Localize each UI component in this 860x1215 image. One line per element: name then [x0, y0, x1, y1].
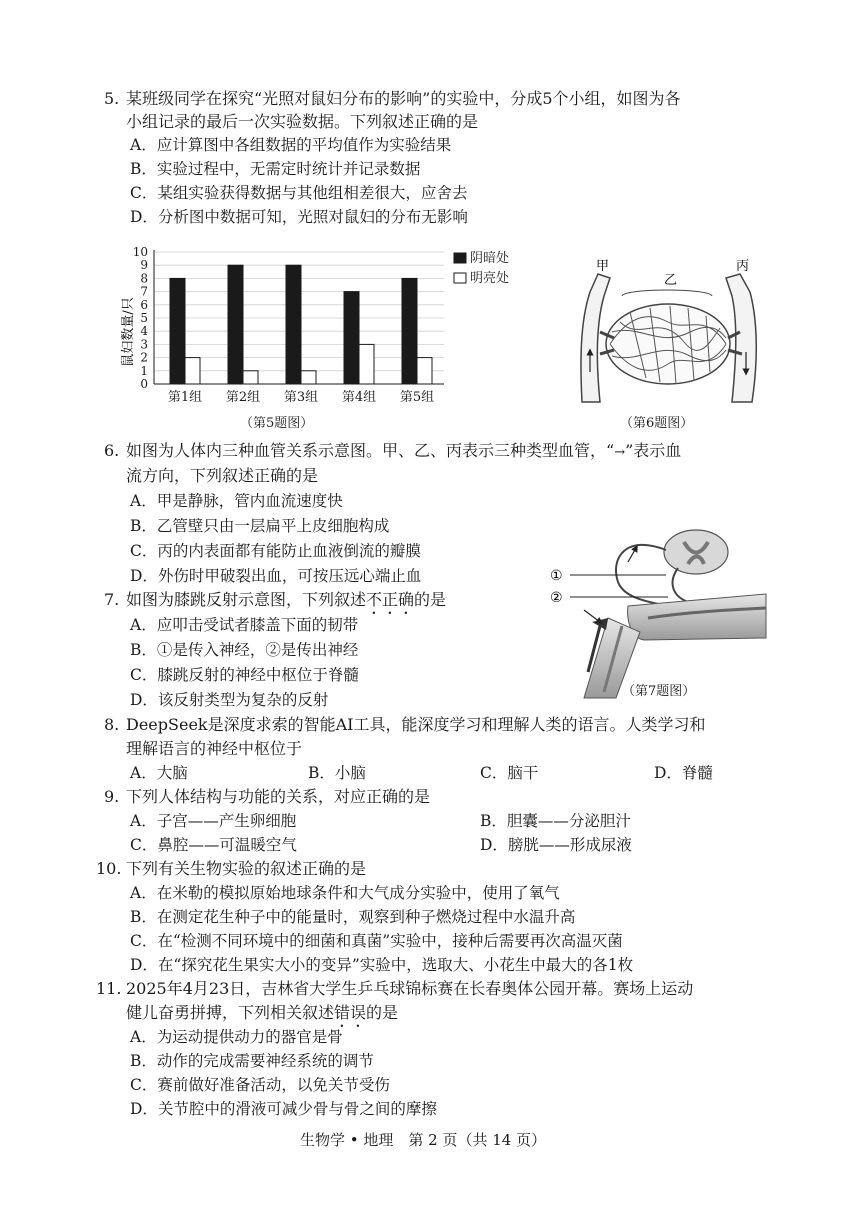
chart-y-tick-label: 9 — [140, 258, 148, 273]
question-8-stem-line-2: 理解语言的神经中枢位于 — [126, 739, 303, 758]
question-6-number: 6. — [104, 441, 120, 460]
q7-stem-part-1: 如图为膝跳反射示意图，下列叙述 — [126, 590, 367, 609]
chart-y-tick-label: 5 — [140, 311, 148, 325]
fig6-blood-vessel-diagram — [560, 252, 780, 412]
chart-y-tick-label: 10 — [132, 245, 148, 259]
fig7-label-1: ① — [550, 568, 563, 584]
q11-stem-part-2: 的是 — [366, 1003, 399, 1022]
capillary-network — [606, 304, 730, 384]
question-10-number: 10. — [96, 859, 122, 878]
chart-x-tick-label: 第4组 — [341, 390, 377, 405]
q11-stem-part-1: 健儿奋勇拼搏，下列相关叙述 — [126, 1003, 335, 1022]
question-11-option-b: B．动作的完成需要神经系统的调节 — [130, 1052, 374, 1070]
question-6-option-d: D．外伤时甲破裂出血，可按压远心端止血 — [130, 567, 422, 585]
chart-legend-swatch — [454, 253, 466, 263]
question-7-option-c: C．膝跳反射的神经中枢位于脊髓 — [130, 666, 359, 684]
flow-arrow-icon: → — [614, 445, 626, 460]
question-6-stem-line-1 — [126, 440, 681, 464]
chart-bar-light — [417, 358, 432, 384]
chart-bar-light — [359, 344, 374, 384]
question-9-option-b: B．胆囊——分泌胆汁 — [480, 812, 631, 830]
chart-y-tick-label: 6 — [140, 297, 148, 312]
q11-stem-emphasis: 错误 — [334, 1003, 367, 1022]
fig6-label-yi: 乙 — [664, 273, 678, 288]
question-8-option-d: D．脊髓 — [654, 764, 713, 782]
chart-legend-label: 阴暗处 — [470, 251, 510, 266]
question-10-option-d: D．在“探究花生果实大小的变异”实验中，选取大、小花生中最大的各1枚 — [130, 956, 634, 974]
question-11-option-a: A．为运动提供动力的器官是骨 — [130, 1028, 343, 1046]
chart-legend-label: 明亮处 — [470, 271, 510, 286]
question-9-stem: 下列人体结构与功能的关系，对应正确的是 — [126, 787, 431, 806]
chart-x-tick-label: 第3组 — [283, 390, 319, 405]
chart-y-axis-label: 鼠妇数量/只 — [121, 297, 136, 367]
question-8-stem-line-1: DeepSeek是深度求索的智能AI工具，能深度学习和理解人类的语言。人类学习和 — [126, 715, 706, 734]
chart-bar-dark — [228, 265, 243, 384]
chart-bar-dark — [344, 292, 359, 384]
q6-stem-part-2: ”表示血 — [625, 441, 682, 460]
chart-bar-dark — [170, 278, 185, 384]
chart-y-tick-label: 4 — [140, 324, 148, 339]
fig6-caption: （第6题图） — [620, 416, 694, 431]
fig7-knee-reflex-diagram — [548, 522, 768, 700]
question-10-stem: 下列有关生物实验的叙述正确的是 — [126, 859, 367, 878]
question-7-option-a: A．应叩击受试者膝盖下面的韧带 — [130, 616, 359, 634]
chart-bar-light — [243, 371, 258, 384]
question-9-option-d: D．膀胱——形成尿液 — [480, 836, 632, 854]
question-6-option-a: A．甲是静脉，管内血流速度快 — [130, 492, 343, 510]
question-8-option-b: B．小脑 — [308, 764, 366, 782]
question-11-option-d: D．关节腔中的滑液可减少骨与骨之间的摩擦 — [130, 1100, 437, 1118]
question-11-stem-line-1: 2025年4月23日，吉林省大学生乒乓球锦标赛在长春奥体公园开幕。赛场上运动 — [126, 979, 694, 998]
q7-stem-part-2: 的是 — [414, 590, 447, 609]
question-8-option-c: C．脑干 — [480, 764, 539, 782]
question-6-option-b: B．乙管壁只由一层扁平上皮细胞构成 — [130, 517, 390, 535]
question-10-option-c: C．在“检测不同环境中的细菌和真菌”实验中，接种后需要再次高温灭菌 — [130, 932, 623, 950]
chart-bar-light — [301, 371, 316, 384]
question-9-option-a: A．子宫——产生卵细胞 — [130, 812, 297, 830]
fig6-label-bing: 丙 — [736, 259, 750, 274]
question-11-option-c: C．赛前做好准备活动，以免关节受伤 — [130, 1076, 390, 1094]
question-8-option-a: A．大脑 — [130, 764, 188, 782]
question-10-option-b: B．在测定花生种子中的能量时，观察到种子燃烧过程中水温升高 — [130, 908, 576, 926]
fig5-caption: （第5题图） — [240, 416, 314, 431]
chart-y-tick-label: 3 — [140, 337, 148, 352]
question-5-option-d: D．分析图中数据可知，光照对鼠妇的分布无影响 — [130, 208, 468, 226]
page-footer: 生物学 • 地理 第 2 页（共 14 页） — [300, 1131, 547, 1149]
fig7-caption: （第7题图） — [622, 684, 696, 699]
chart-y-tick-label: 2 — [140, 350, 148, 365]
chart-y-tick-label: 8 — [140, 271, 148, 286]
question-5-number: 5. — [104, 89, 120, 108]
question-8-number: 8. — [104, 715, 120, 734]
question-5-option-c: C．某组实验获得数据与其他组相差很大，应舍去 — [130, 184, 468, 202]
question-7-option-b: B．①是传入神经，②是传出神经 — [130, 641, 359, 659]
chart-y-tick-label: 7 — [140, 284, 148, 299]
question-6-stem-line-2: 流方向，下列叙述正确的是 — [126, 466, 319, 485]
question-11-number: 11. — [96, 979, 122, 998]
question-7-number: 7. — [104, 590, 120, 609]
question-5-stem-line-2: 小组记录的最后一次实验数据。下列叙述正确的是 — [126, 112, 479, 131]
question-5-option-b: B．实验过程中，无需定时统计并记录数据 — [130, 160, 421, 178]
chart-y-tick-label: 1 — [140, 363, 148, 378]
chart-y-tick-label: 0 — [140, 377, 148, 391]
question-10-option-a: A．在米勒的模拟原始地球条件和大气成分实验中，使用了氧气 — [130, 884, 560, 902]
question-5-stem-line-1: 某班级同学在探究“光照对鼠妇分布的影响”的实验中，分成5个小组，如图为各 — [126, 89, 681, 108]
q5-bar-chart — [108, 240, 548, 415]
chart-legend-swatch — [454, 273, 466, 283]
question-7-option-d: D．该反射类型为复杂的反射 — [130, 691, 329, 709]
question-6-option-c: C．丙的内表面都有能防止血液倒流的瓣膜 — [130, 542, 421, 560]
vessel-jia — [581, 274, 610, 402]
fig7-label-2: ② — [550, 590, 563, 606]
fig6-label-jia: 甲 — [596, 259, 610, 274]
chart-x-tick-label: 第1组 — [167, 390, 203, 405]
chart-bar-dark — [402, 278, 417, 384]
chart-x-tick-label: 第2组 — [225, 390, 261, 405]
question-9-number: 9. — [104, 787, 120, 806]
q6-stem-part-1: 如图为人体内三种血管关系示意图。甲、乙、丙表示三种类型血管，“ — [126, 441, 615, 460]
chart-x-tick-label: 第5组 — [399, 390, 435, 405]
question-9-option-c: C．鼻腔——可温暖空气 — [130, 836, 297, 854]
question-5-option-a: A．应计算图中各组数据的平均值作为实验结果 — [130, 136, 452, 154]
q7-stem-emphasis: 不正确 — [366, 590, 415, 609]
chart-bar-dark — [286, 265, 301, 384]
chart-bar-light — [185, 358, 200, 384]
